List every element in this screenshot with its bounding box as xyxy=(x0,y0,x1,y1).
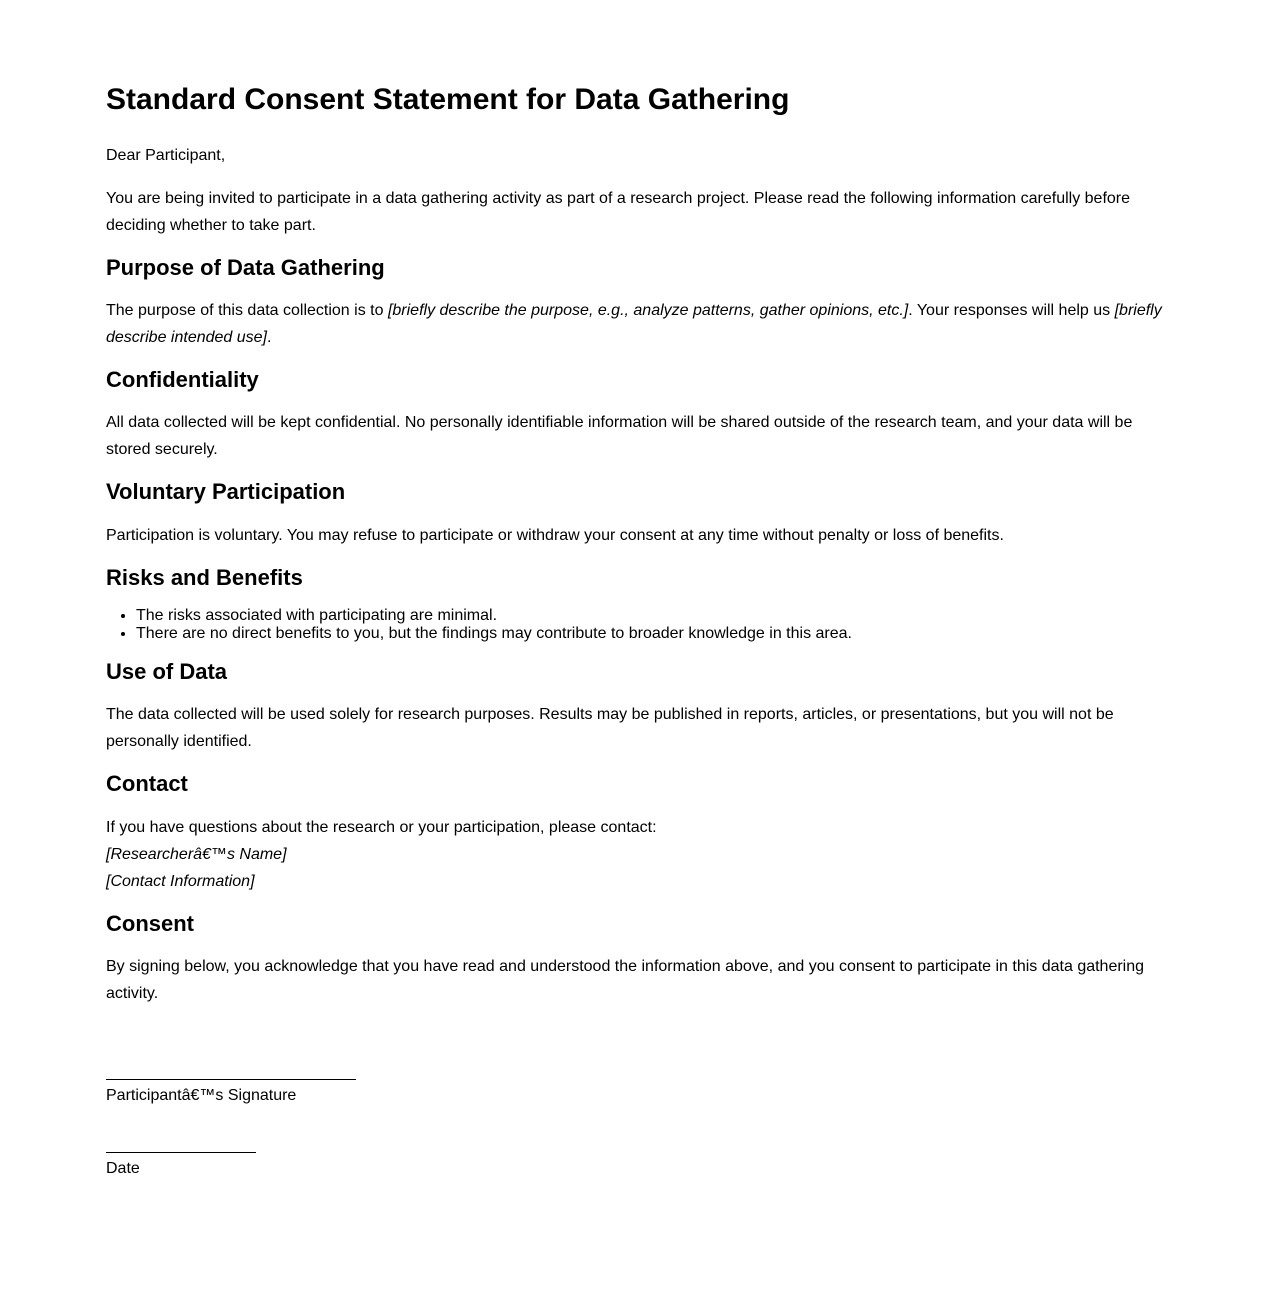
purpose-segment-4: . xyxy=(267,328,272,346)
section-heading-contact: Contact xyxy=(106,771,188,797)
confidentiality-body: All data collected will be kept confidential. No personally identifiable information will be shared outside of the research team, and your data will be stored securely. xyxy=(106,414,1133,459)
contact-body xyxy=(106,814,1162,895)
date-line xyxy=(106,1152,256,1153)
signature-block xyxy=(106,1079,1162,1182)
use-of-data-body: The data collected will be used solely for research purposes. Results may be published in reports, articles, or presentations, but you will not be personally identified. xyxy=(106,706,1114,751)
section-heading-voluntary-participation: Voluntary Participation xyxy=(106,479,346,505)
purpose-placeholder-1: [briefly describe the purpose, e.g., analyze patterns, gather opinions, etc.] xyxy=(387,301,909,319)
researcher-name-placeholder: [Researcherâ€™s Name] xyxy=(106,845,287,863)
participant-signature-group xyxy=(106,1079,1162,1109)
section-heading-confidentiality: Confidentiality xyxy=(106,366,259,392)
purpose-segment-0: The purpose of this data collection is to xyxy=(106,301,388,319)
section-heading-risks-benefits: Risks and Benefits xyxy=(106,564,303,590)
date-group xyxy=(106,1152,1162,1182)
list-item: • There are no direct benefits to you, but the findings may contribute to broader knowledge in this area. xyxy=(136,625,1162,643)
contact-information-placeholder: [Contact Information] xyxy=(106,872,255,890)
date-label: Date xyxy=(106,1160,140,1178)
page-title: Standard Consent Statement for Data Gathering xyxy=(106,83,790,116)
consent-body: By signing below, you acknowledge that you have read and understood the information above, and you consent to participate in this data gathering activity. xyxy=(106,958,1145,1003)
salutation: Dear Participant, xyxy=(106,146,226,164)
purpose-segment-2: . Your responses will help us xyxy=(908,301,1115,319)
list-item: • The risks associated with participating are minimal. xyxy=(136,607,1162,625)
section-heading-consent: Consent xyxy=(106,910,194,936)
risks-benefits-list xyxy=(106,607,1162,643)
contact-intro: If you have questions about the research or your participation, please contact: xyxy=(106,818,657,836)
participant-signature-line xyxy=(106,1079,356,1080)
participant-signature-label: Participantâ€™s Signature xyxy=(106,1087,297,1105)
purpose-body xyxy=(106,297,1162,351)
voluntary-participation-body: Participation is voluntary. You may refuse to participate or withdraw your consent at any time without penalty or loss of benefits. xyxy=(106,526,1004,544)
intro-paragraph: You are being invited to participate in a data gathering activity as part of a research project. Please read the following information carefully before deciding whether to take part. xyxy=(106,189,1131,234)
section-heading-purpose: Purpose of Data Gathering xyxy=(106,254,385,280)
purpose-placeholder-2: [briefly describe intended use] xyxy=(106,301,1162,346)
section-heading-use-of-data: Use of Data xyxy=(106,659,228,685)
